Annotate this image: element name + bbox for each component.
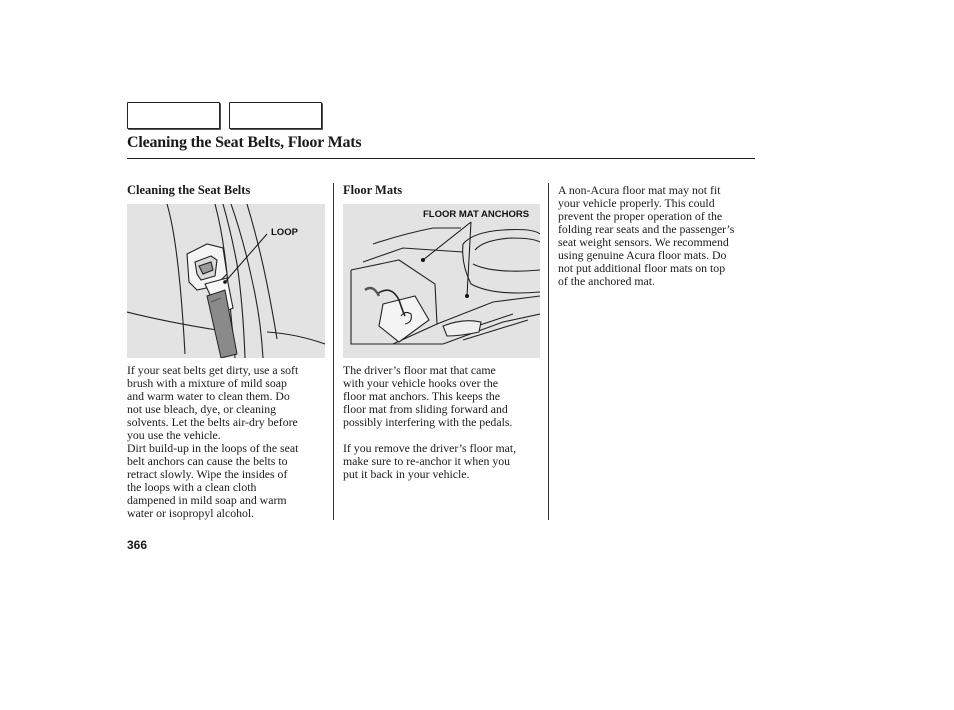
section-tab-1[interactable] xyxy=(127,102,220,129)
column-divider-2 xyxy=(548,183,549,520)
column-divider-1 xyxy=(333,183,334,520)
floor-mats-text-2: If you remove the driver’s floor mat, make sure to re-anchor it when you put it back in your vehicle. xyxy=(343,441,517,481)
floor-mat-anchors-figure xyxy=(343,204,540,358)
seat-belts-text: If your seat belts get dirty, use a soft brush with a mixture of mild soap and warm water to clean them. Do not use bleach, dye, or cleaning solvents. Let the belts air-dry before you use the vehicle. Dirt build-up in the loops of the seat belt anchors can cause the belts to retract slowly. Wipe the insides of the loops with a clean cloth dampened in mild soap and warm water or isopropyl alcohol. xyxy=(127,363,299,520)
floor-mats-heading: Floor Mats xyxy=(343,183,403,197)
floor-mats-text-1: The driver’s floor mat that came with your vehicle hooks over the floor mat anchors. This keeps the floor mat from sliding forward and possibly interfering with the pedals. xyxy=(343,363,513,429)
page-title: Cleaning the Seat Belts, Floor Mats xyxy=(127,134,362,151)
loop-label: LOOP xyxy=(271,227,298,238)
seat-belts-heading: Cleaning the Seat Belts xyxy=(127,183,251,197)
floor-mat-illustration xyxy=(343,204,540,358)
non-acura-mat-note: A non-Acura floor mat may not fit your vehicle properly. This could prevent the proper operation of the folding rear seats and the passenger’s seat weight sensors. We recommend using genuine Acura floor mats. Do not put additional floor mats on top of the anchored mat. xyxy=(558,183,735,288)
page-number: 366 xyxy=(127,538,148,552)
title-divider xyxy=(127,158,755,159)
seat-belt-loop-figure xyxy=(127,204,325,358)
floor-mat-anchors-label: FLOOR MAT ANCHORS xyxy=(423,209,530,220)
section-tab-2[interactable] xyxy=(229,102,322,129)
